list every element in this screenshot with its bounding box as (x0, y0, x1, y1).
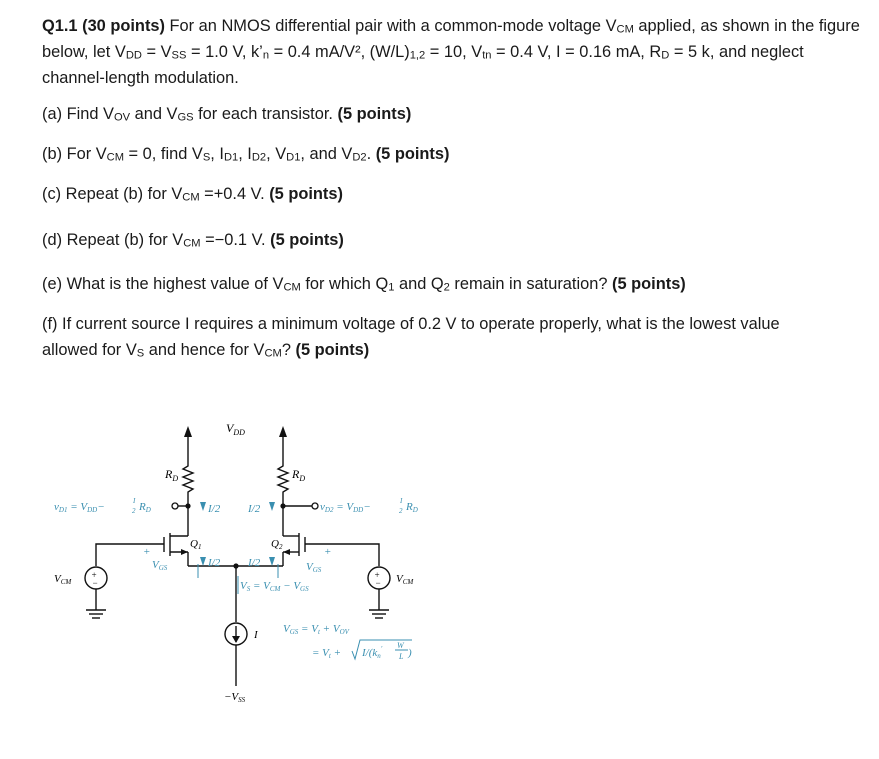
part-text: allowed for V (42, 341, 137, 359)
i-half-label-2: I/2 (248, 503, 261, 515)
intro-text: = 1.0 V, k’ (186, 43, 263, 61)
sub: CM (616, 23, 634, 36)
part-text: , and V (300, 145, 353, 163)
i-half-label-1: I/2 (208, 503, 221, 515)
intro-text: For an NMOS differential pair with a common-mode voltage V (169, 17, 617, 35)
sub: SS (171, 49, 187, 62)
vss-label: −VSS (224, 691, 246, 704)
sub: tn (482, 49, 492, 62)
current-label: I (254, 629, 258, 641)
part-text: (f) If current source I requires a minimum voltage of 0.2 V to operate properly, what is the lowest value (42, 315, 780, 333)
node-vd1 (185, 503, 190, 508)
intro-text: applied, as shown in the figure below, let V (42, 17, 860, 61)
vd1-frac-den: 2 (132, 507, 136, 515)
vdd-arrowhead-right (279, 426, 287, 437)
vd2-frac-den: 2 (399, 507, 403, 515)
sub: D1 (286, 151, 301, 164)
i-arrow-2 (269, 502, 275, 511)
i-arrow-3 (200, 557, 206, 566)
i-arrow-4 (269, 557, 275, 566)
q2-gate-wire (305, 544, 379, 566)
vgs-left-label: VGS (152, 559, 168, 572)
rd-right-label: $R_D$ (292, 467, 306, 483)
i-arrow-1 (200, 502, 206, 511)
sub: S (202, 151, 211, 164)
part-text: = 0, find V (124, 145, 203, 163)
wl-den: L (399, 652, 404, 661)
vdd-arrowhead-left (184, 426, 192, 437)
differential-pair-circuit (0, 405, 879, 759)
rd-left-label: $R_D$ (165, 467, 179, 483)
part-text: for which Q (300, 275, 389, 293)
part-text: and Q (394, 275, 444, 293)
vgs-equation-1: VGS = Vt + VOV (283, 623, 349, 636)
part-text: . (366, 145, 376, 163)
intro-text: = 0.4 mA/V², (W/L) (269, 43, 410, 61)
q2-label: Q2 (271, 538, 283, 551)
part-text: and hence for V (144, 341, 265, 359)
part-text: ? (281, 341, 296, 359)
part-text: (c) Repeat (b) for V (42, 185, 183, 203)
part-text: for each transistor. (193, 105, 338, 123)
part-d (42, 228, 344, 253)
sub: CM (283, 281, 301, 294)
question-intro (42, 13, 867, 91)
part-text: , V (266, 145, 287, 163)
sub: 2 (443, 281, 450, 294)
vd1-tail: RD (139, 501, 151, 514)
part-text: , I (238, 145, 252, 163)
part-points: (5 points) (612, 275, 686, 293)
vd1-label: vD1 = VDD− (54, 501, 105, 514)
sub: CM (264, 347, 282, 360)
intro-text: = 0.4 V, I = 0.16 mA, R (491, 43, 662, 61)
question-points: (30 points) (82, 17, 165, 35)
sub: CM (106, 151, 124, 164)
q1-label: Q1 (190, 538, 202, 551)
current-arrowhead (232, 636, 240, 643)
part-f (42, 311, 867, 363)
vs-equation: VS = VCM − VGS (240, 580, 309, 593)
vgs-right-plus: + (324, 546, 332, 558)
part-text: and V (130, 105, 178, 123)
sub: 1,2 (409, 49, 426, 62)
sub: S (136, 347, 145, 360)
part-c (42, 182, 343, 207)
vcm-right-plus: + (374, 570, 381, 580)
q2-source-arrow (283, 549, 290, 555)
sub: GS (177, 111, 194, 124)
sub: D2 (251, 151, 267, 164)
vd1-terminal (172, 503, 178, 509)
part-b (42, 142, 449, 167)
sub: 1 (388, 281, 395, 294)
part-text: (d) Repeat (b) for V (42, 231, 184, 249)
part-text: =−0.1 V. (200, 231, 271, 249)
vgs-equation-sqrt: I/(kn′ (362, 645, 383, 660)
part-text: (a) Find V (42, 105, 114, 123)
intro-text: = V (141, 43, 172, 61)
vd2-label: vD2 = VDD− (320, 501, 371, 514)
sub: CM (183, 237, 201, 250)
rd-right-resistor (278, 462, 288, 506)
part-text: , I (210, 145, 224, 163)
part-points: (5 points) (375, 145, 450, 163)
part-a (42, 102, 411, 127)
vcm-left-plus: + (91, 570, 98, 580)
part-points: (5 points) (337, 105, 412, 123)
vgs-equation-2: = Vt + (312, 647, 342, 660)
sub: DD (125, 49, 142, 62)
vdd-label: $V_{DD}$ (226, 421, 245, 437)
vcm-left-minus: − (92, 578, 99, 588)
i-half-label-3: I/2 (208, 557, 221, 569)
vd2-terminal (312, 503, 318, 509)
vgs-right-label: VGS (306, 561, 322, 574)
intro-text: = 10, V (425, 43, 483, 61)
node-vd2 (280, 503, 285, 508)
part-text: (e) What is the highest value of V (42, 275, 284, 293)
sub: CM (182, 191, 200, 204)
vgs-left-plus: + (143, 546, 151, 558)
node-vs (233, 563, 238, 568)
i-half-label-4: I/2 (248, 557, 261, 569)
vgs-eq-close: ) (408, 647, 412, 659)
sub: D2 (352, 151, 367, 164)
q1-source-arrow (181, 549, 188, 555)
vcm-left-label: VCM (54, 573, 72, 586)
vd2-tail: RD (406, 501, 418, 514)
sub: D1 (223, 151, 239, 164)
vd1-frac-num: I (133, 497, 136, 505)
part-text: remain in saturation? (449, 275, 613, 293)
part-points: (5 points) (295, 341, 370, 359)
part-text: =+0.4 V. (199, 185, 270, 203)
vd2-frac-num: I (400, 497, 403, 505)
sub: OV (113, 111, 131, 124)
part-text: (b) For V (42, 145, 107, 163)
part-points: (5 points) (270, 231, 344, 249)
rd-left-resistor (183, 462, 193, 506)
part-points: (5 points) (269, 185, 343, 203)
question-number: Q1.1 (42, 17, 78, 35)
vcm-right-minus: − (375, 578, 382, 588)
vcm-right-label: VCM (396, 573, 414, 586)
sub: n (262, 49, 270, 62)
wl-num: W (397, 641, 404, 650)
intro-text: = 5 k, and neglect channel-length modulation. (42, 43, 804, 87)
sub: D (661, 49, 670, 62)
part-e (42, 272, 686, 297)
